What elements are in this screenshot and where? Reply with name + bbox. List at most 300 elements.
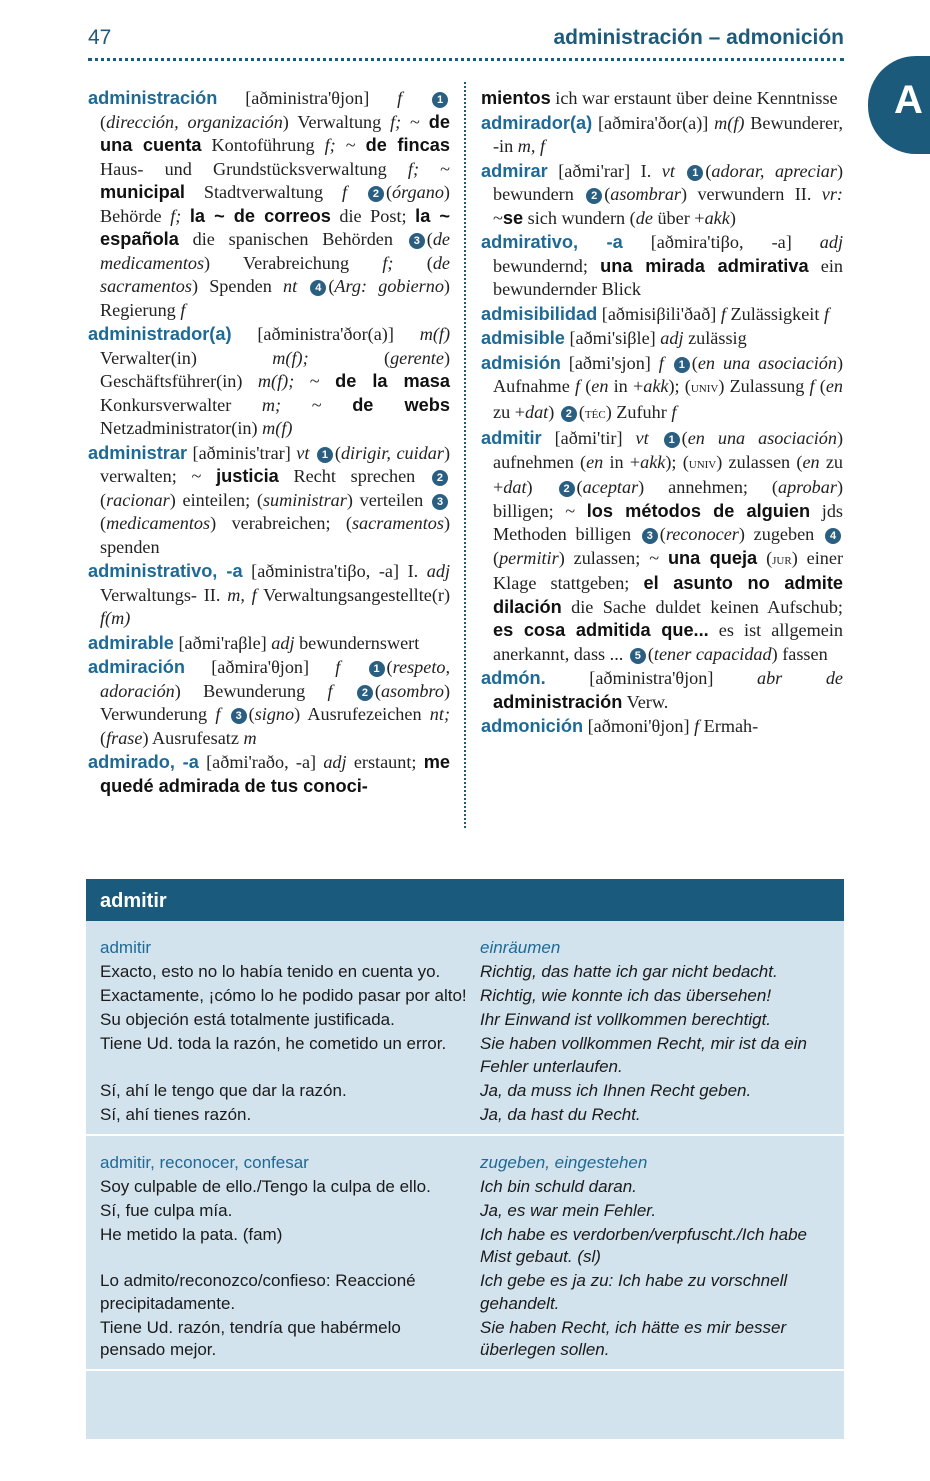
entry-text: ( xyxy=(647,643,654,664)
entry-headword[interactable]: admiración xyxy=(88,657,186,677)
example-phrase: me quedé admirada de tus conoci- xyxy=(100,752,451,796)
grammar-note: abr de xyxy=(713,668,843,688)
entry-text: ) xyxy=(548,401,559,422)
grammar-note: adorar, apreciar xyxy=(711,160,837,181)
grammar-note: f xyxy=(180,299,186,320)
grammar-note: adj xyxy=(655,328,684,348)
sense-number-badge: 2 xyxy=(368,186,384,202)
entry-text: Verwalter(in) xyxy=(100,347,273,368)
example-phrase: mientos xyxy=(481,88,551,108)
entry-text: ) fassen xyxy=(771,643,828,664)
entry-text xyxy=(181,206,190,226)
grammar-note: dat xyxy=(524,401,549,422)
entry-text: bewundernswert xyxy=(294,632,420,653)
sense-number-badge: 1 xyxy=(369,661,385,677)
entry-headword[interactable]: admisibilidad xyxy=(481,303,598,324)
grammar-note: órgano xyxy=(392,182,444,202)
subject-label: univ xyxy=(688,455,717,472)
example-phrase: los métodos de alguien xyxy=(586,500,811,521)
grammar-note: frase xyxy=(106,727,143,748)
sense-number-badge: 4 xyxy=(825,528,841,544)
usage-german: Ihr Einwand ist vollkommen berechtigt. xyxy=(480,1010,772,1029)
dictionary-entry xyxy=(88,656,450,750)
grammar-note: medicamentos xyxy=(106,513,211,533)
usage-spanish: Tiene Ud. razón, tendría que habérmelo pensado mejor. xyxy=(100,1317,401,1359)
entry-text: Kontoführung xyxy=(201,135,325,155)
grammar-note: f xyxy=(671,401,677,422)
usage-box-title: admitir xyxy=(86,879,844,921)
entry-text: ( xyxy=(705,160,712,181)
grammar-note: m(f) xyxy=(262,418,293,438)
entry-text: ) Ausrufesatz xyxy=(142,727,244,748)
usage-section xyxy=(86,1136,844,1372)
usage-row xyxy=(100,1009,830,1032)
sense-number-badge: 2 xyxy=(357,685,373,701)
entry-pronunciation: [aðmi'sjon] xyxy=(568,352,651,373)
entry-text: ) Verabreichung xyxy=(204,252,383,273)
entry-text: ~ xyxy=(281,394,353,415)
entry-text: ) Ausrufezeichen xyxy=(294,704,430,724)
dictionary-entry xyxy=(88,560,450,631)
left-column xyxy=(88,87,450,799)
grammar-note: Arg: gobierno xyxy=(334,276,444,296)
entry-headword[interactable]: administrador(a) xyxy=(88,324,232,344)
entry-headword[interactable]: admón. xyxy=(481,668,546,688)
entry-text: bewundernd; xyxy=(493,255,601,276)
entry-pronunciation: [aðmi'rar] xyxy=(558,160,631,181)
sense-number-badge: 2 xyxy=(586,188,602,204)
entry-text: ( xyxy=(814,376,826,396)
grammar-note: f; xyxy=(382,252,394,273)
grammar-note: asombro xyxy=(380,680,444,701)
grammar-note: en una asociación xyxy=(697,352,837,373)
example-phrase: una queja xyxy=(667,547,758,568)
sense-number-badge: 4 xyxy=(310,280,326,296)
grammar-note: en xyxy=(825,376,844,396)
sense-number-badge: 2 xyxy=(561,406,577,422)
dictionary-entry xyxy=(481,112,843,159)
entry-text: ( xyxy=(681,428,688,448)
grammar-note: vt xyxy=(661,160,686,181)
usage-row xyxy=(100,1104,830,1127)
example-phrase: administración xyxy=(493,691,623,712)
usage-spanish: Su objeción está totalmente justificada. xyxy=(100,1010,395,1029)
entry-text: ( xyxy=(659,524,666,544)
grammar-note: f xyxy=(369,88,430,108)
grammar-note: en xyxy=(586,451,604,472)
entry-text: erstaunt; xyxy=(346,752,424,772)
entry-pronunciation: [aðmisiβili'ðað] xyxy=(601,303,717,324)
entry-text: ); ( xyxy=(665,451,689,472)
entry-text: ein bewundernder Blick xyxy=(493,255,843,299)
grammar-note: gerente xyxy=(390,347,444,368)
grammar-note: dirección, organización xyxy=(106,111,283,132)
grammar-note: en una asociación xyxy=(687,428,837,448)
entry-text: ) zulassen; ~ xyxy=(558,547,668,568)
entry-text: die Sache duldet keinen Aufschub; xyxy=(561,596,843,617)
entry-text: ( xyxy=(580,376,592,396)
example-phrase: de fincas xyxy=(365,135,451,155)
entry-text: ( xyxy=(493,547,500,568)
sense-number-badge: 5 xyxy=(630,648,646,664)
entry-text: über + xyxy=(652,207,705,228)
usage-header-german: einräumen xyxy=(480,938,561,957)
entry-pronunciation: [aðmira'θjon] xyxy=(211,657,310,677)
dictionary-entry xyxy=(481,87,843,111)
entry-text: ~ xyxy=(401,111,429,132)
entry-text: die Post; xyxy=(330,205,416,226)
usage-row xyxy=(100,985,830,1008)
entry-pronunciation: [aðministra'θjon] xyxy=(245,88,370,108)
grammar-note: f xyxy=(215,704,229,724)
entry-text: ) Zulassung xyxy=(718,376,810,396)
example-phrase: una mirada admirativa xyxy=(600,255,809,276)
dictionary-entry xyxy=(481,352,843,427)
entry-text: ( xyxy=(691,352,698,373)
entry-text: I. xyxy=(399,561,427,581)
sense-number-badge: 1 xyxy=(317,447,333,463)
example-phrase: el asunto no admite dilación xyxy=(493,573,843,617)
grammar-note: f xyxy=(689,716,700,736)
usage-row xyxy=(100,1317,830,1362)
usage-spanish: Sí, ahí tienes razón. xyxy=(100,1104,252,1124)
entry-text: Verw. xyxy=(622,691,669,712)
usage-row xyxy=(100,1080,830,1103)
entry-text: Bewunderer, -in xyxy=(493,112,843,156)
usage-section-header xyxy=(100,937,830,960)
usage-spanish: Soy culpable de ello./Tengo la culpa de ello. xyxy=(100,1176,431,1196)
grammar-note: f xyxy=(309,657,367,677)
usage-german: Sie haben vollkommen Recht, mir ist da ein Fehler unterlaufen. xyxy=(480,1034,807,1076)
entry-text: zu + xyxy=(493,401,525,422)
entry-text: ) billigen; ~ xyxy=(493,477,843,521)
entry-pronunciation: [aðministra'tiβo, -a] xyxy=(251,561,400,581)
entry-text: Netzadministrator(in) xyxy=(100,418,263,438)
entry-text: ) Spenden xyxy=(191,276,284,296)
sense-number-badge: 1 xyxy=(664,432,680,448)
page-number: 47 xyxy=(88,26,112,49)
subject-label: univ xyxy=(690,380,719,396)
entry-text: es ist allgemein anerkannt, dass ... xyxy=(493,620,843,664)
example-phrase: la ~ de correos xyxy=(189,205,331,226)
grammar-note: m, f xyxy=(227,584,257,605)
usage-row xyxy=(100,1270,830,1315)
usage-box-sections xyxy=(86,921,844,1371)
usage-german: Richtig, das hatte ich gar nicht bedacht. xyxy=(480,962,778,981)
usage-header-spanish: admitir, reconocer, confesar xyxy=(100,1152,309,1172)
grammar-note: f xyxy=(327,680,355,701)
example-phrase: de webs xyxy=(352,394,451,415)
grammar-note: signo xyxy=(254,704,295,724)
grammar-note: dat xyxy=(503,477,527,497)
grammar-note: en xyxy=(802,451,820,472)
entry-text: die spanischen Behörden xyxy=(178,229,407,249)
entry-text: ( xyxy=(248,704,255,724)
entry-text: ( xyxy=(100,727,107,748)
dictionary-entry xyxy=(88,323,450,441)
grammar-note: adj xyxy=(791,232,844,252)
usage-german: Ich habe es verdorben/verpfuscht./Ich habe Mist gebaut. (sl) xyxy=(480,1224,807,1266)
sense-number-badge: 3 xyxy=(642,528,658,544)
entry-headword[interactable]: administrar xyxy=(88,442,188,463)
grammar-note: dirigir, cuidar xyxy=(340,442,444,463)
entry-text: ( xyxy=(386,657,393,677)
entry-text: ) annehmen; ( xyxy=(638,477,778,497)
sense-number-badge: 2 xyxy=(559,481,575,497)
dictionary-entry xyxy=(481,327,843,351)
entry-text: ~ xyxy=(419,158,450,179)
entry-text: ich war erstaunt über deine Kenntnisse xyxy=(550,88,838,108)
dictionary-entry xyxy=(481,231,843,302)
entry-text: ) spenden xyxy=(100,513,450,557)
dictionary-entry xyxy=(481,160,843,231)
entry-pronunciation: [aðmi'tir] xyxy=(554,428,623,448)
entry-text: I. xyxy=(630,160,662,181)
entry-text: zu + xyxy=(493,451,843,497)
entry-text: ) Zufuhr xyxy=(605,401,672,422)
entry-text: ( xyxy=(757,547,773,568)
entry-headword[interactable]: admonición xyxy=(481,716,584,736)
grammar-note: racionar xyxy=(106,489,170,510)
entry-text: ) Behörde xyxy=(100,182,450,226)
grammar-note: f xyxy=(650,352,672,373)
sense-number-badge: 1 xyxy=(432,92,448,108)
entry-headword[interactable]: admirador(a) xyxy=(481,112,593,133)
entry-pronunciation: [aðmoni'θjon] xyxy=(587,716,690,736)
usage-spanish: Sí, ahí le tengo que dar la razón. xyxy=(100,1080,347,1100)
entry-text: ) xyxy=(526,477,557,497)
dictionary-entry xyxy=(88,632,450,656)
entry-text: ( xyxy=(393,252,433,273)
example-phrase: municipal xyxy=(100,182,185,202)
grammar-note: nt xyxy=(283,276,309,296)
entry-text: ( xyxy=(604,184,611,204)
sense-number-badge: 3 xyxy=(409,233,425,249)
entry-text: Recht sprechen xyxy=(278,466,430,486)
sense-number-badge: 1 xyxy=(687,165,703,181)
entry-text: ) verwalten; ~ xyxy=(100,442,450,486)
entry-text: ~ xyxy=(335,135,366,155)
running-head: administración – admonición xyxy=(553,26,844,49)
header-divider xyxy=(88,58,844,61)
entry-text: ( xyxy=(328,276,335,296)
usage-spanish: Exactamente, ¡cómo lo he podido pasar por alto! xyxy=(100,986,467,1005)
grammar-note: en xyxy=(591,376,609,396)
sense-number-badge: 3 xyxy=(231,708,247,724)
grammar-note: f xyxy=(823,303,830,324)
subject-label: jur xyxy=(772,551,792,568)
grammar-note: reconocer xyxy=(665,524,739,544)
entry-headword[interactable]: admirado, -a xyxy=(88,752,199,772)
entry-text: ) einer Klage stattgeben; xyxy=(493,547,844,593)
sense-number-badge: 1 xyxy=(674,357,690,373)
usage-row xyxy=(100,1176,830,1199)
usage-row xyxy=(100,961,830,984)
dictionary-entry xyxy=(88,442,450,560)
entry-headword[interactable]: administrativo, -a xyxy=(88,561,243,581)
entry-headword[interactable]: admirativo, -a xyxy=(481,232,623,252)
usage-spanish: He metido la pata. (fam) xyxy=(100,1224,283,1244)
entry-text: ) Bewunderung xyxy=(174,680,328,701)
usage-row xyxy=(100,1200,830,1223)
entry-text: ) verteilen xyxy=(346,489,430,510)
usage-spanish: Tiene Ud. toda la razón, he cometido un error. xyxy=(100,1034,447,1053)
grammar-note: akk xyxy=(704,207,730,228)
entry-text: Zulässigkeit xyxy=(725,303,824,324)
entry-pronunciation: [aðminis'trar] xyxy=(192,442,291,463)
entry-text: ( xyxy=(100,513,107,533)
entry-pronunciation: [aðmi'raðo, -a] xyxy=(206,752,317,772)
entry-text: ) xyxy=(729,207,736,228)
grammar-note: f; xyxy=(390,111,402,132)
dictionary-entry xyxy=(481,303,843,327)
entry-text: ( xyxy=(100,489,107,510)
entry-text: ) Geschäftsführer(in) xyxy=(100,347,450,391)
grammar-note: m, f xyxy=(517,136,546,156)
entry-text: Ermah- xyxy=(699,716,759,736)
entry-headword[interactable]: administración xyxy=(88,88,218,108)
entry-text: Stadtverwaltung xyxy=(184,182,342,202)
entry-text: ) zugeben xyxy=(738,524,823,544)
entry-text: ) Verwunderung xyxy=(100,680,450,724)
grammar-note: asombrar xyxy=(610,184,682,204)
entry-text: ) Aufnahme xyxy=(493,352,844,396)
entry-pronunciation: [aðmi'raβle] xyxy=(178,632,267,653)
entry-text: ) Verwaltung xyxy=(282,111,391,132)
dictionary-entry xyxy=(481,715,843,739)
entry-pronunciation: [aðmi'siβle] xyxy=(569,328,656,348)
grammar-note: vt xyxy=(622,428,662,448)
grammar-note: adj xyxy=(316,752,347,772)
usage-german: Ja, da muss ich Ihnen Recht geben. xyxy=(480,1080,752,1100)
sense-number-badge: 3 xyxy=(432,494,448,510)
entry-text: zulässig xyxy=(683,328,747,348)
entry-text: ); ( xyxy=(668,376,691,396)
grammar-note: de medicamentos xyxy=(100,229,450,273)
entry-text: ) einteilen; ( xyxy=(169,489,263,510)
grammar-note: respeto, adoración xyxy=(100,657,451,701)
entry-text: ~ xyxy=(493,207,503,228)
usage-section-header xyxy=(100,1152,830,1175)
grammar-note: f(m) xyxy=(100,608,131,628)
entry-text: jds Methoden billigen xyxy=(493,500,843,544)
entry-text: Verwaltungs- II. xyxy=(100,584,228,605)
entry-text: ( xyxy=(374,680,381,701)
grammar-note: f xyxy=(716,303,726,324)
usage-german: Sie haben Recht, ich hätte es mir besser überlegen sollen. xyxy=(480,1317,787,1359)
entry-text: ) aufnehmen ( xyxy=(493,428,843,472)
entry-text: in + xyxy=(608,376,644,396)
entry-pronunciation: [aðmira'ðor(a)] xyxy=(598,112,709,133)
grammar-note: f xyxy=(341,182,366,202)
entry-text: ( xyxy=(334,442,341,463)
entry-headword[interactable]: admisión xyxy=(481,352,561,373)
entry-text: ( xyxy=(308,347,391,368)
entry-text: ~ xyxy=(294,371,336,391)
usage-spanish: Exacto, esto no lo había tenido en cuenta yo. xyxy=(100,962,441,981)
grammar-note: f xyxy=(809,376,815,396)
usage-german: Ich gebe es ja zu: Ich habe zu vorschnell gehandelt. xyxy=(480,1271,788,1313)
usage-row xyxy=(100,1033,830,1078)
grammar-note: akk xyxy=(643,376,669,396)
entry-text: ( xyxy=(426,229,433,249)
dictionary-entry xyxy=(481,427,843,666)
entry-text: ) Regierung xyxy=(100,276,450,320)
entry-text: ) verwundern II. xyxy=(681,184,822,204)
grammar-note: nt; xyxy=(429,704,451,724)
thumb-index-letter: A xyxy=(894,78,923,122)
usage-german: Ja, es war mein Fehler. xyxy=(480,1200,657,1220)
entry-text: ( xyxy=(576,477,583,497)
entry-headword[interactable]: admisible xyxy=(481,328,565,348)
grammar-note: f; xyxy=(170,205,182,226)
grammar-note: m; xyxy=(261,394,282,415)
grammar-note: f; xyxy=(407,158,420,179)
subject-label: téc xyxy=(584,405,606,422)
entry-text: ( xyxy=(578,401,585,422)
example-phrase: de la masa xyxy=(335,371,451,391)
entry-pronunciation: [aðministra'θjon] xyxy=(589,668,714,688)
entry-text: Konkursverwalter xyxy=(100,394,262,415)
entry-text: sich wundern ( xyxy=(523,207,636,228)
usage-german: Ich bin schuld daran. xyxy=(480,1176,637,1196)
grammar-note: aprobar xyxy=(777,477,837,497)
example-phrase: es cosa admitida que... xyxy=(493,620,709,640)
entry-text: Verwaltungsangestellte(r) xyxy=(256,584,451,605)
grammar-note: adj xyxy=(266,632,295,653)
thumb-index-tab[interactable] xyxy=(868,56,930,154)
grammar-note: suministrar xyxy=(262,489,347,510)
grammar-note: adj xyxy=(426,561,451,581)
usage-header-spanish: admitir xyxy=(100,938,152,957)
sense-number-badge: 2 xyxy=(432,470,448,486)
usage-header-german: zugeben, eingestehen xyxy=(480,1152,648,1172)
usage-german: Ja, da hast du Recht. xyxy=(480,1104,641,1124)
grammar-note: m(f) xyxy=(393,324,450,344)
grammar-note: m(f); xyxy=(257,371,295,391)
entry-text: in + xyxy=(603,451,641,472)
grammar-note: vr: xyxy=(821,184,843,204)
entry-pronunciation: [aðministra'ðor(a)] xyxy=(257,324,394,344)
entry-headword[interactable]: admirable xyxy=(88,632,174,653)
grammar-note: f xyxy=(574,376,581,396)
entry-text: ( xyxy=(385,182,393,202)
column-divider xyxy=(464,82,466,828)
grammar-note: sacramentos xyxy=(351,513,444,533)
usage-spanish: Sí, fue culpa mía. xyxy=(100,1200,233,1220)
grammar-note: m(f); xyxy=(272,347,309,368)
grammar-note: m xyxy=(243,727,257,748)
grammar-note: f; xyxy=(324,135,336,155)
entry-headword[interactable]: admitir xyxy=(481,428,542,448)
example-phrase: de una cuenta xyxy=(100,111,450,155)
usage-german: Richtig, wie konnte ich das übersehen! xyxy=(480,986,772,1005)
usage-box xyxy=(86,879,844,1439)
example-phrase: la ~ española xyxy=(100,205,450,249)
grammar-note: de sacramentos xyxy=(100,252,450,296)
usage-row xyxy=(100,1224,830,1269)
usage-spanish: Lo admito/reconozco/confieso: Reaccioné precipitadamente. xyxy=(100,1271,416,1313)
entry-text: Haus- und Grundstücksverwaltung xyxy=(100,158,408,179)
entry-text: ( xyxy=(100,111,107,132)
entry-text: ) verabreichen; ( xyxy=(210,513,352,533)
entry-text: ) bewundern xyxy=(493,160,843,204)
entry-headword[interactable]: admirar xyxy=(481,160,548,181)
dictionary-entry xyxy=(481,667,843,714)
grammar-note: akk xyxy=(640,451,666,472)
right-column xyxy=(481,87,843,740)
dictionary-entry xyxy=(88,751,450,798)
